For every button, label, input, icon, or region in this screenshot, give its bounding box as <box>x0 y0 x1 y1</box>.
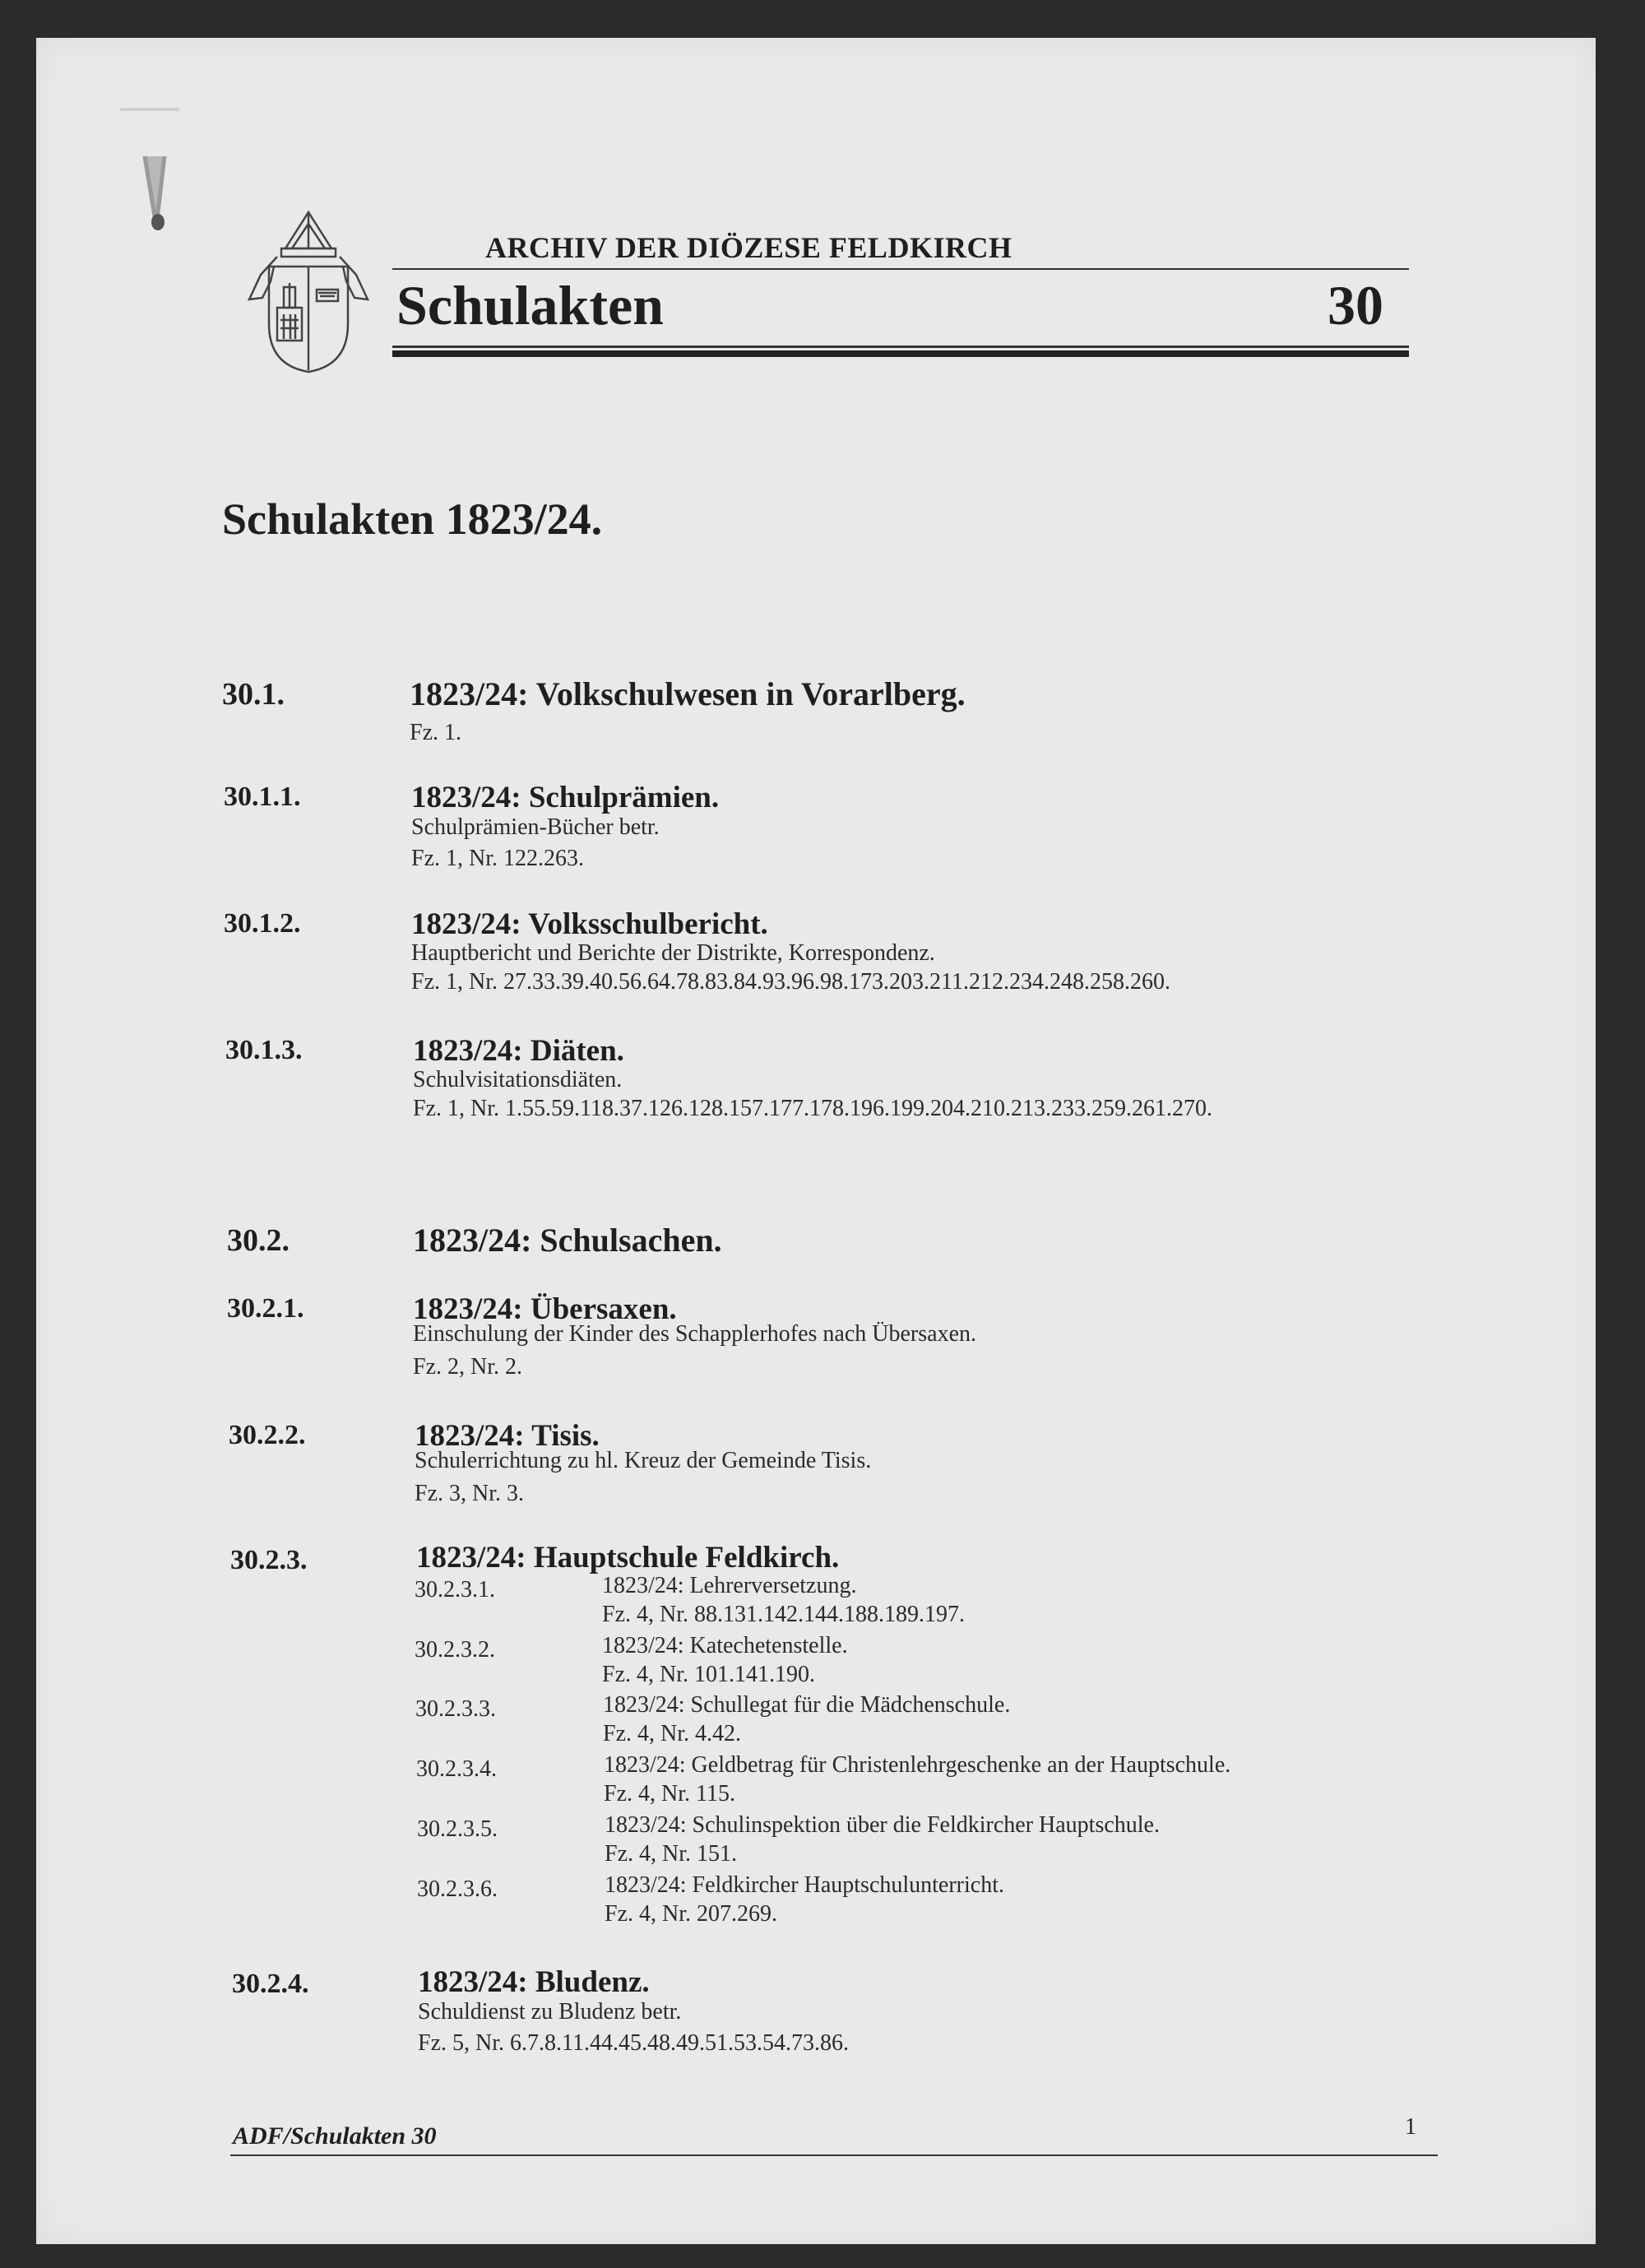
footer-page-number: 1 <box>1405 2114 1416 2140</box>
subentry-number: 30.2.3.3. <box>415 1696 496 1722</box>
entry-title: 1823/24: Bludenz. <box>418 1965 650 1999</box>
paper-clip-mark <box>114 103 188 234</box>
entry-fz: Fz. 1. <box>410 720 461 745</box>
subentry-title: 1823/24: Katechetenstelle. <box>602 1633 848 1658</box>
entry-title: 1823/24: Volkschulwesen in Vorarlberg. <box>410 675 966 712</box>
diocese-crest-icon <box>244 209 373 373</box>
entry-title: 1823/24: Volksschulbericht. <box>411 907 768 941</box>
subentry-fz: Fz. 4, Nr. 88.131.142.144.188.189.197. <box>602 1602 965 1627</box>
footer-reference: ADF/Schulakten 30 <box>233 2122 437 2150</box>
entry-title: 1823/24: Schulprämien. <box>411 781 720 814</box>
entry-number: 30.2.4. <box>232 1969 309 1999</box>
entry-fz: Fz. 5, Nr. 6.7.8.11.44.45.48.49.51.53.54.73.86. <box>418 2030 849 2056</box>
subentry-fz: Fz. 4, Nr. 151. <box>605 1841 737 1867</box>
header-volume-number: 30 <box>1328 274 1383 336</box>
entry-description: Schulvisitationsdiäten. <box>413 1067 623 1092</box>
footer-rule <box>230 2154 1438 2156</box>
entry-number: 30.2. <box>227 1223 290 1258</box>
header-title: Schulakten <box>396 274 664 336</box>
entry-title: 1823/24: Tisis. <box>415 1419 600 1453</box>
subentry-title: 1823/24: Feldkircher Hauptschulunterricht. <box>605 1872 1004 1898</box>
entry-number: 30.1. <box>222 677 285 712</box>
subentry-number: 30.2.3.1. <box>415 1577 495 1602</box>
subentry-number: 30.2.3.2. <box>415 1637 495 1663</box>
subentry-fz: Fz. 4, Nr. 207.269. <box>605 1901 777 1927</box>
entry-fz: Fz. 3, Nr. 3. <box>415 1481 524 1506</box>
subentry-number: 30.2.3.5. <box>417 1816 498 1842</box>
entry-number: 30.2.2. <box>229 1420 306 1450</box>
header-rule-bottom-thin <box>392 346 1409 348</box>
entry-fz: Fz. 2, Nr. 2. <box>413 1354 522 1380</box>
header-rule-bottom-thick <box>392 350 1409 357</box>
subentry-title: 1823/24: Schulinspektion über die Feldkircher Hauptschule. <box>605 1812 1160 1838</box>
entry-description: Einschulung der Kinder des Schapplerhofes nach Übersaxen. <box>413 1321 977 1347</box>
entry-title: 1823/24: Übersaxen. <box>413 1292 677 1326</box>
entry-fz: Fz. 1, Nr. 122.263. <box>411 846 584 871</box>
entry-description: Hauptbericht und Berichte der Distrikte, Korrespondenz. <box>411 940 935 966</box>
subentry-title: 1823/24: Lehrerversetzung. <box>602 1573 857 1598</box>
entry-number: 30.1.3. <box>225 1035 303 1065</box>
subentry-number: 30.2.3.4. <box>416 1756 497 1782</box>
entry-number: 30.2.3. <box>230 1545 308 1575</box>
entry-number: 30.1.1. <box>224 782 301 812</box>
entry-description: Schulprämien-Bücher betr. <box>411 814 660 840</box>
subentry-fz: Fz. 4, Nr. 115. <box>604 1781 735 1807</box>
entry-description: Schuldienst zu Bludenz betr. <box>418 1999 682 2025</box>
archive-name: ARCHIV DER DIÖZESE FELDKIRCH <box>485 231 1012 264</box>
entry-number: 30.2.1. <box>227 1293 304 1324</box>
subentry-title: 1823/24: Geldbetrag für Christenlehrgeschenke an der Hauptschule. <box>604 1752 1231 1778</box>
entry-description: Schulerrichtung zu hl. Kreuz der Gemeinde Tisis. <box>415 1448 872 1473</box>
entry-fz: Fz. 1, Nr. 27.33.39.40.56.64.78.83.84.93.96.98.173.203.211.212.234.248.258.260. <box>411 969 1170 995</box>
subentry-fz: Fz. 4, Nr. 101.141.190. <box>602 1662 815 1687</box>
subentry-number: 30.2.3.6. <box>417 1876 498 1902</box>
entry-title: 1823/24: Schulsachen. <box>413 1222 722 1259</box>
subentry-fz: Fz. 4, Nr. 4.42. <box>603 1721 741 1746</box>
entry-title: 1823/24: Diäten. <box>413 1034 624 1068</box>
header-rule-top <box>392 268 1409 270</box>
entry-fz: Fz. 1, Nr. 1.55.59.118.37.126.128.157.177.178.196.199.204.210.213.233.259.261.270. <box>413 1096 1212 1121</box>
entry-number: 30.1.2. <box>224 908 301 939</box>
section-title: Schulakten 1823/24. <box>222 494 603 544</box>
subentry-title: 1823/24: Schullegat für die Mädchenschule. <box>603 1692 1011 1718</box>
entry-title: 1823/24: Hauptschule Feldkirch. <box>416 1541 840 1575</box>
